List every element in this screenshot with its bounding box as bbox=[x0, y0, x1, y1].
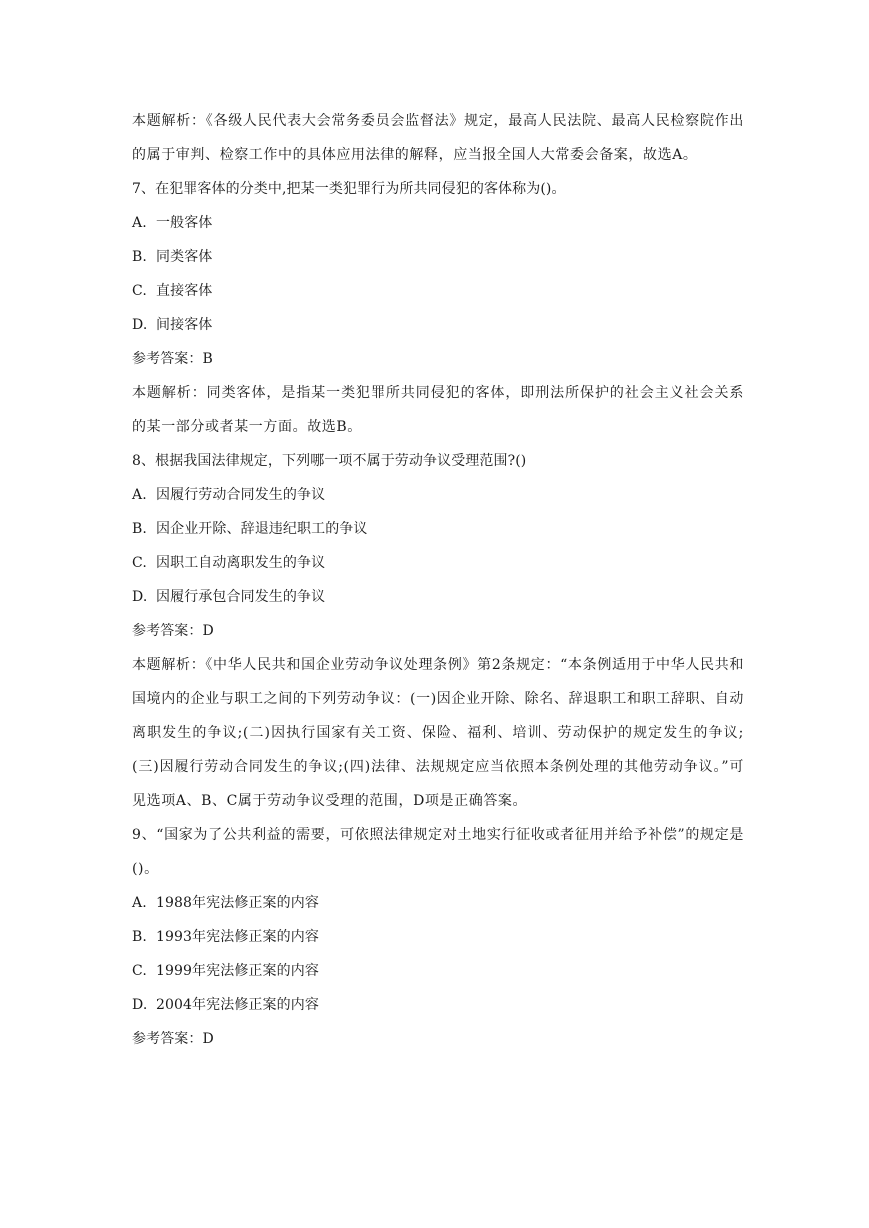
option-b bbox=[132, 512, 744, 546]
answer-9: 参考答案：D bbox=[132, 1031, 214, 1047]
option-text: 直接客体 bbox=[156, 283, 213, 299]
option-letter: B. bbox=[132, 521, 147, 537]
option-a bbox=[132, 478, 744, 512]
option-c bbox=[132, 274, 744, 308]
option-letter: D. bbox=[132, 997, 148, 1013]
answer-7: 参考答案：B bbox=[132, 351, 213, 367]
option-letter: C. bbox=[132, 963, 147, 979]
question-9: 9、“国家为了公共利益的需要，可依照法律规定对土地实行征收或者征用并给予补偿”的规定是()。 bbox=[132, 827, 744, 877]
option-letter: A. bbox=[132, 487, 147, 503]
answer-8: 参考答案：D bbox=[132, 623, 214, 639]
option-letter: A. bbox=[132, 895, 147, 911]
option-letter: C. bbox=[132, 555, 147, 571]
option-a bbox=[132, 206, 744, 240]
option-c bbox=[132, 954, 744, 988]
document-page bbox=[132, 104, 744, 1056]
option-text: 2004年宪法修正案的内容 bbox=[156, 997, 319, 1013]
option-d bbox=[132, 988, 744, 1022]
option-letter: D. bbox=[132, 317, 148, 333]
analysis-paragraph: 本题解析：同类客体，是指某一类犯罪所共同侵犯的客体，即刑法所保护的社会主义社会关系的某一部分或者某一方面。故选B。 bbox=[132, 385, 744, 435]
option-text: 因职工自动离职发生的争议 bbox=[156, 555, 326, 571]
option-a bbox=[132, 886, 744, 920]
option-letter: B. bbox=[132, 929, 147, 945]
option-text: 1999年宪法修正案的内容 bbox=[156, 963, 319, 979]
option-c bbox=[132, 546, 744, 580]
option-b bbox=[132, 240, 744, 274]
option-text: 1988年宪法修正案的内容 bbox=[156, 895, 319, 911]
option-d bbox=[132, 580, 744, 614]
option-text: 因履行承包合同发生的争议 bbox=[156, 589, 326, 605]
option-letter: D. bbox=[132, 589, 148, 605]
question-7: 7、在犯罪客体的分类中,把某一类犯罪行为所共同侵犯的客体称为()。 bbox=[132, 181, 566, 197]
option-text: 一般客体 bbox=[156, 215, 213, 231]
option-text: 因企业开除、辞退违纪职工的争议 bbox=[156, 521, 368, 537]
option-text: 1993年宪法修正案的内容 bbox=[156, 929, 319, 945]
option-text: 同类客体 bbox=[156, 249, 213, 265]
option-text: 因履行劳动合同发生的争议 bbox=[156, 487, 326, 503]
question-8: 8、根据我国法律规定，下列哪一项不属于劳动争议受理范围?() bbox=[132, 453, 527, 469]
option-letter: B. bbox=[132, 249, 147, 265]
analysis-paragraph: 本题解析：《各级人民代表大会常务委员会监督法》规定，最高人民法院、最高人民检察院作出的属于审判、检察工作中的具体应用法律的解释，应当报全国人大常委会备案，故选A。 bbox=[132, 113, 744, 163]
option-text: 间接客体 bbox=[156, 317, 213, 333]
analysis-paragraph: 本题解析：《中华人民共和国企业劳动争议处理条例》第2条规定：“本条例适用于中华人民共和国境内的企业与职工之间的下列劳动争议：(一)因企业开除、除名、辞退职工和职工辞职、自动离职发生的争议;(二)因执行国家有关工资、保险、福利、培训、劳动保护的规定发生的争议;(三)因履行劳动合同发生的争议;(四)法律、法规规定应当依照本条例处理的其他劳动争议。”可见选项A、B、C属于劳动争议受理的范围，D项是正确答案。 bbox=[132, 657, 744, 809]
option-d bbox=[132, 308, 744, 342]
option-letter: A. bbox=[132, 215, 147, 231]
option-letter: C. bbox=[132, 283, 147, 299]
option-b bbox=[132, 920, 744, 954]
